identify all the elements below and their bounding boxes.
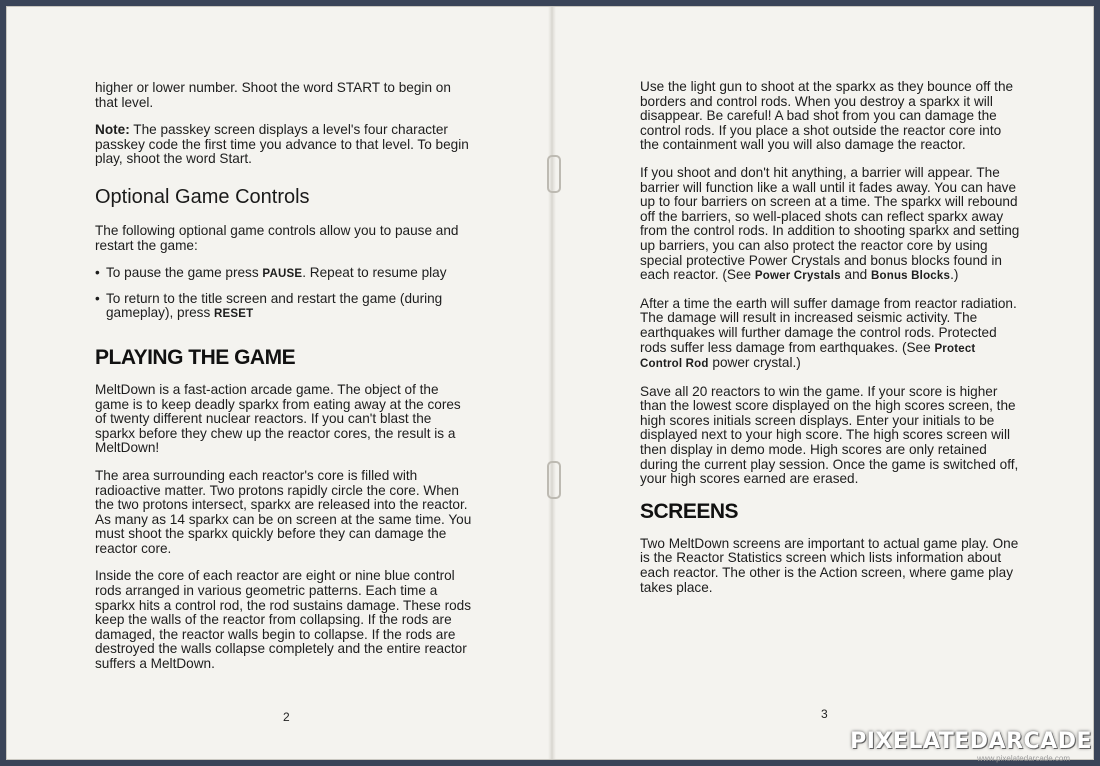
damage-end: power crystal.) bbox=[708, 355, 801, 371]
optional-controls-heading: Optional Game Controls bbox=[95, 185, 310, 208]
page-number-right: 3 bbox=[821, 707, 828, 721]
key-label: PAUSE bbox=[262, 268, 303, 281]
intro-paragraph: higher or lower number. Shoot the word START to begin on that level. bbox=[95, 80, 451, 110]
list-item-text: To return to the title screen and restart the game (during gameplay), press bbox=[106, 290, 443, 321]
controls-list bbox=[95, 266, 475, 322]
barrier-end: .) bbox=[950, 267, 959, 283]
left-page bbox=[7, 7, 551, 759]
damage-text: After a time the earth will suffer damage from reactor radiation. The damage will result in increased seismic activity. The earthquakes will further damage the control rods. Protected rods suffer less damage from earthquakes. (See bbox=[640, 295, 1017, 355]
left-column bbox=[95, 81, 475, 685]
page-number-left: 2 bbox=[283, 710, 290, 724]
list-item bbox=[95, 292, 475, 322]
playing-paragraph: Inside the core of each reactor are eight or nine blue control rods arranged in various geometric patterns. Each time a sparkx hits a control rod, the rod sustains damage. These rods keep the walls of the reactor from collapsing. If the rods are damaged, the reactor walls begin to collapse. If the rods are destroyed the walls collapse completely and the entire reactor suffers a MeltDown. bbox=[95, 568, 472, 672]
right-column bbox=[640, 80, 1020, 608]
screens-paragraph: Two MeltDown screens are important to actual game play. One is the Reactor Statistics screen which lists information about each reactor. The other is the Action screen, where game play takes place. bbox=[640, 535, 1019, 595]
watermark-logo: PIXELATEDARCADE bbox=[850, 729, 1092, 754]
note-label: Note: bbox=[95, 122, 130, 138]
key-label: RESET bbox=[214, 308, 254, 321]
barrier-mid: and bbox=[840, 267, 871, 283]
screens-heading: SCREENS bbox=[640, 499, 739, 523]
note-paragraph bbox=[95, 123, 475, 167]
playing-heading: PLAYING THE GAME bbox=[95, 345, 296, 369]
bonus-blocks-ref: Bonus Blocks bbox=[871, 270, 951, 283]
barrier-text: If you shoot and don't hit anything, a barrier will appear. The barrier will function like a wall until it fades away. You can have up to four barriers on screen at a time. The sparkx will rebound off the barriers, so well-placed shots can reflect sparkx away from the control rods. In addition to shooting sparkx and setting up barriers, you can also protect the reactor core by using special protective Power Crystals and bonus blocks found in each reactor. (See bbox=[640, 164, 1020, 283]
list-item-suffix: . Repeat to resume play bbox=[302, 265, 447, 281]
damage-paragraph bbox=[640, 297, 1020, 372]
list-item bbox=[95, 266, 475, 282]
protect-rod-ref: Protect Control Rod bbox=[640, 342, 976, 371]
list-item-text: To pause the game press bbox=[106, 265, 263, 281]
playing-paragraph: The area surrounding each reactor's core is filled with radioactive matter. Two protons rapidly circle the core. When the two protons intersect, sparkx are released into the reactor. As many as 14 sparkx can be on screen at the same time. You must shoot the sparkx quickly before they can damage the reactor core. bbox=[95, 467, 472, 556]
right-page bbox=[551, 7, 1094, 759]
playing-paragraph: MeltDown is a fast-action arcade game. The object of the game is to keep deadly sparkx from eating away at the cores of twenty different nuclear reactors. If you can't blast the sparkx before they chew up the reactor cores, the result is a MeltDown! bbox=[95, 381, 461, 456]
watermark-url: www.pixelatedarcade.com bbox=[977, 754, 1070, 763]
save-paragraph: Save all 20 reactors to win the game. If your score is higher than the lowest score displayed on the high scores screen, the high scores initials screen displays. Enter your initials to be displayed next to your high score. The high scores screen will then display in demo mode. High scores are only retained during the current play session. Once the game is switched off, your high scores earned are erased. bbox=[640, 383, 1019, 487]
manual-spread bbox=[6, 6, 1094, 760]
power-crystals-ref: Power Crystals bbox=[754, 270, 841, 283]
note-text: The passkey screen displays a level's four character passkey code the first time you advance to that level. To begin play, shoot the word Start. bbox=[95, 122, 469, 167]
optional-controls-intro: The following optional game controls allow you to pause and restart the game: bbox=[95, 222, 459, 253]
gun-paragraph: Use the light gun to shoot at the sparkx as they bounce off the borders and control rods. When you destroy a sparkx it will disappear. Be careful! A bad shot from you can damage the control rods. If you place a shot outside the reactor core into the containment wall you will also damage the reactor. bbox=[640, 79, 1014, 153]
barrier-paragraph bbox=[640, 166, 1020, 284]
